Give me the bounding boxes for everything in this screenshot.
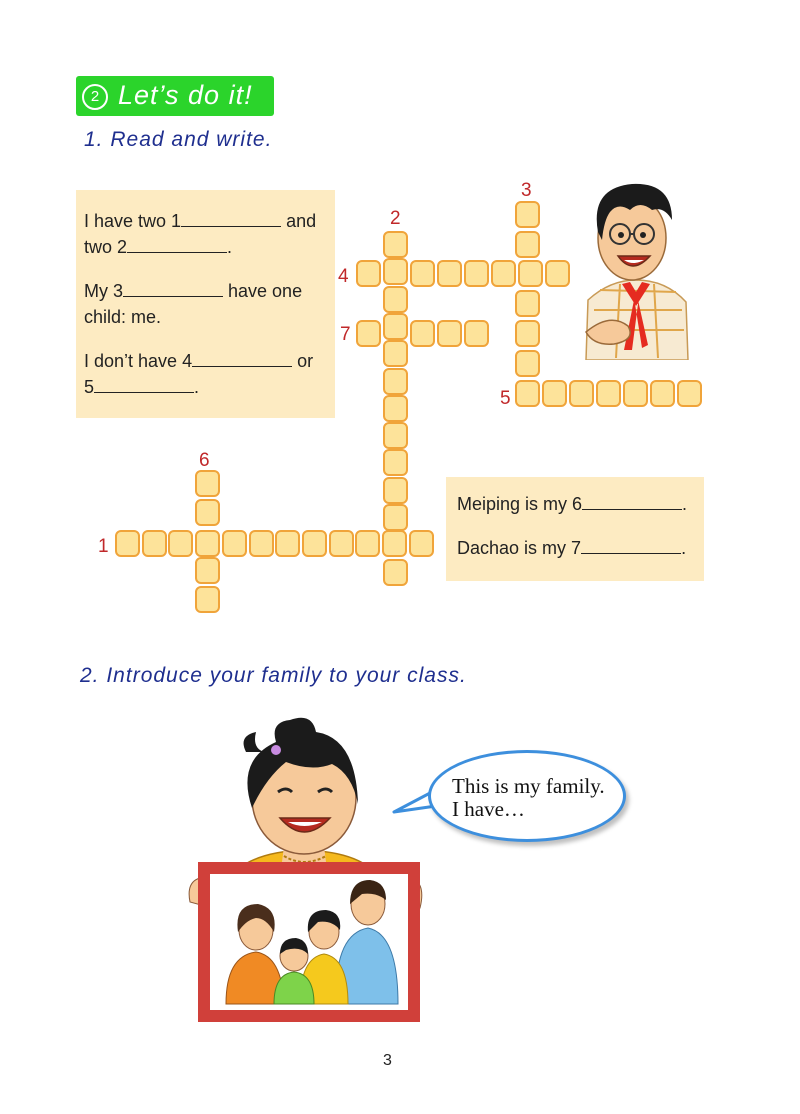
crossword-cell[interactable]: [383, 477, 408, 504]
crossword-cell[interactable]: [383, 258, 408, 285]
crossword-number-2: 2: [390, 208, 401, 229]
exercise-1-title: 1. Read and write.: [84, 128, 273, 151]
crossword-cell[interactable]: [515, 231, 540, 258]
crossword-number-7: 7: [340, 324, 351, 345]
girl-holding-family-photo-illustration: [186, 712, 426, 1022]
crossword-cell[interactable]: [383, 449, 408, 476]
clue-box-right: [446, 477, 704, 581]
crossword-cell[interactable]: [464, 260, 489, 287]
clue-7: Dachao is my 7 .: [457, 535, 686, 561]
crossword-cell[interactable]: [650, 380, 675, 407]
crossword-cell[interactable]: [195, 499, 220, 526]
crossword-cell[interactable]: [677, 380, 702, 407]
exercise-2-title: 2. Introduce your family to your class.: [80, 664, 467, 687]
crossword-cell[interactable]: [464, 320, 489, 347]
crossword-cell[interactable]: [409, 530, 434, 557]
crossword-cell[interactable]: [515, 320, 540, 347]
crossword-cell[interactable]: [356, 320, 381, 347]
crossword-cell[interactable]: [383, 368, 408, 395]
crossword-cell[interactable]: [329, 530, 354, 557]
crossword-cell[interactable]: [355, 530, 380, 557]
crossword-cell[interactable]: [383, 395, 408, 422]
boy-illustration: [580, 180, 692, 360]
crossword-cell[interactable]: [542, 380, 567, 407]
crossword-cell[interactable]: [168, 530, 193, 557]
crossword-cell[interactable]: [383, 313, 408, 340]
crossword-number-6: 6: [199, 450, 210, 471]
crossword-number-5: 5: [500, 388, 511, 409]
crossword-cell[interactable]: [437, 320, 462, 347]
clue-1-2: I have two 1 and two 2 .: [84, 208, 316, 260]
crossword-cell[interactable]: [115, 530, 140, 557]
crossword-cell[interactable]: [491, 260, 516, 287]
crossword-number-4: 4: [338, 266, 349, 287]
crossword-cell[interactable]: [623, 380, 648, 407]
crossword-cell[interactable]: [545, 260, 570, 287]
crossword-cell[interactable]: [383, 422, 408, 449]
page-number: 3: [383, 1052, 392, 1069]
crossword-cell[interactable]: [275, 530, 300, 557]
crossword-cell[interactable]: [356, 260, 381, 287]
crossword-cell[interactable]: [515, 350, 540, 377]
speech-bubble-text: This is my family. I have…: [452, 774, 605, 821]
crossword-cell[interactable]: [410, 320, 435, 347]
section-number: 2: [82, 84, 108, 110]
crossword-cell[interactable]: [383, 340, 408, 367]
clue-4-5: I don’t have 4 or 5 .: [84, 348, 313, 400]
crossword-cell[interactable]: [195, 470, 220, 497]
crossword-cell[interactable]: [383, 559, 408, 586]
clue-3: My 3 have one child: me.: [84, 278, 302, 330]
crossword-cell[interactable]: [596, 380, 621, 407]
crossword-cell[interactable]: [195, 530, 220, 557]
clue-6: Meiping is my 6 .: [457, 491, 687, 517]
crossword-cell[interactable]: [142, 530, 167, 557]
crossword-number-3: 3: [521, 180, 532, 201]
crossword-cell[interactable]: [410, 260, 435, 287]
crossword-cell[interactable]: [383, 231, 408, 258]
speech-bubble: [428, 750, 626, 842]
section-header-badge: [76, 76, 274, 116]
crossword-cell[interactable]: [195, 586, 220, 613]
clue-box-left: [76, 190, 335, 418]
crossword-cell[interactable]: [515, 290, 540, 317]
crossword-cell[interactable]: [515, 380, 540, 407]
crossword-cell[interactable]: [515, 201, 540, 228]
section-title: Let’s do it!: [118, 80, 253, 110]
crossword-cell[interactable]: [569, 380, 594, 407]
crossword-cell[interactable]: [383, 504, 408, 531]
crossword-cell[interactable]: [382, 530, 407, 557]
crossword-cell[interactable]: [249, 530, 274, 557]
crossword-cell[interactable]: [437, 260, 462, 287]
crossword-number-1: 1: [98, 536, 109, 557]
crossword-cell[interactable]: [518, 260, 543, 287]
crossword-cell[interactable]: [302, 530, 327, 557]
crossword-cell[interactable]: [383, 286, 408, 313]
crossword-cell[interactable]: [195, 557, 220, 584]
crossword-cell[interactable]: [222, 530, 247, 557]
